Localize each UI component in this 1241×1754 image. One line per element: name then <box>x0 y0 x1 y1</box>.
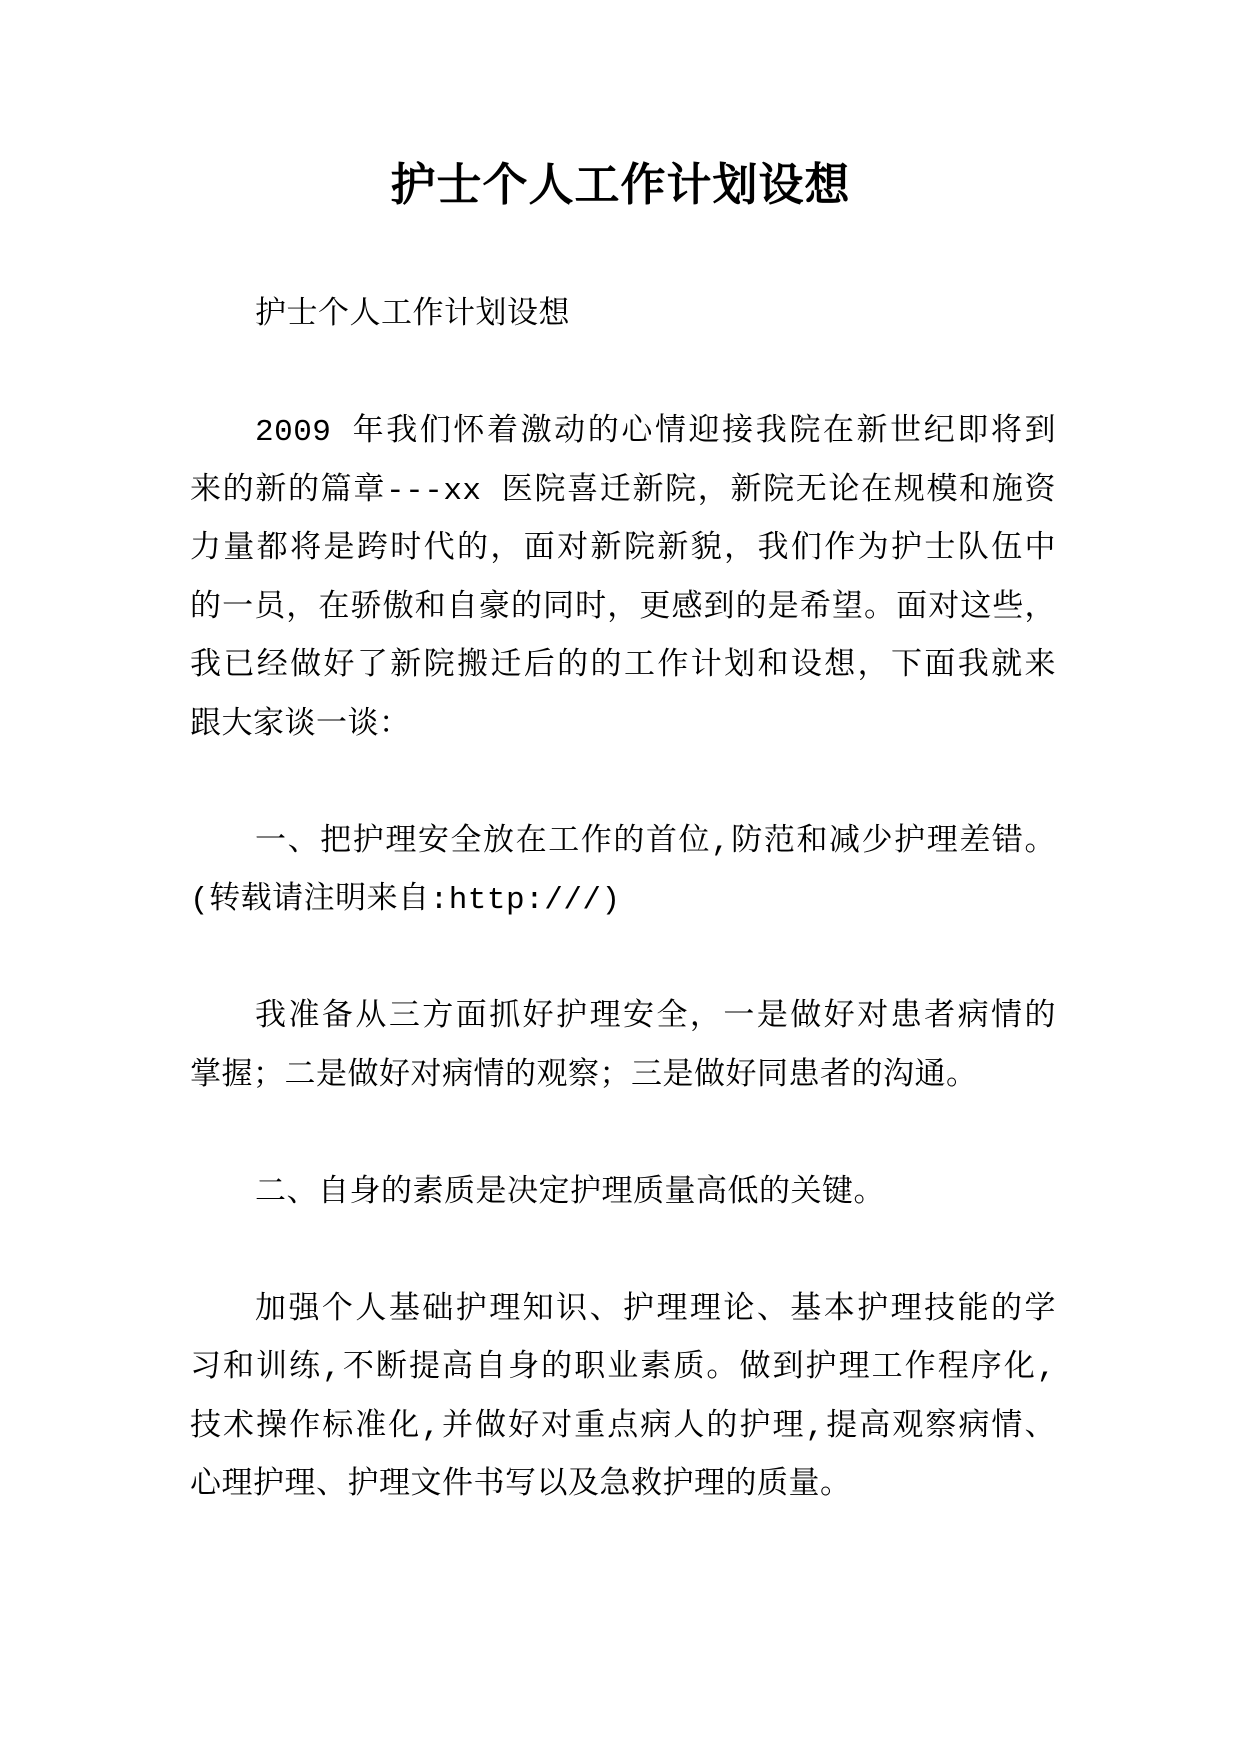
paragraph-line: 技术操作标准化,并做好对重点病人的护理,提高观察病情、 <box>190 1409 1056 1445</box>
paragraph-line: 加强个人基础护理知识、护理理论、基本护理技能的学 <box>255 1292 1056 1328</box>
document-body <box>190 287 1056 1574</box>
paragraph <box>190 1165 1056 1224</box>
paragraph-line: 的一员，在骄傲和自豪的同时，更感到的是希望。面对这些， <box>190 590 1056 626</box>
paragraph-line: 护士个人工作计划设想 <box>255 298 570 333</box>
paragraph-line: 我已经做好了新院搬迁后的的工作计划和设想，下面我就来 <box>190 649 1056 684</box>
paragraph <box>190 404 1056 755</box>
paragraph <box>190 287 1056 346</box>
paragraph <box>190 989 1056 1106</box>
paragraph-line: 二、自身的素质是决定护理质量高低的关键。 <box>255 1175 885 1211</box>
paragraph-line: 心理护理、护理文件书写以及急救护理的质量。 <box>190 1468 852 1503</box>
paragraph-line: 一、把护理安全放在工作的首位,防范和减少护理差错。 <box>255 824 1056 860</box>
paragraph-line: 来的新的篇章---xx 医院喜迁新院，新院无论在规模和施资 <box>190 473 1056 509</box>
paragraph <box>190 1282 1056 1516</box>
paragraph-line: 2009 年我们怀着激动的心情迎接我院在新世纪即将到 <box>255 415 1056 450</box>
paragraph-line: 掌握；二是做好对病情的观察；三是做好同患者的沟通。 <box>190 1058 978 1094</box>
paragraph-line: (转载请注明来自:http:///) <box>190 883 621 918</box>
paragraph-line: 习和训练,不断提高自身的职业素质。做到护理工作程序化, <box>190 1351 1056 1386</box>
paragraph-line: 我准备从三方面抓好护理安全，一是做好对患者病情的 <box>255 1000 1056 1035</box>
document-title: 护士个人工作计划设想 <box>390 158 851 211</box>
paragraph-line: 跟大家谈一谈： <box>190 707 411 743</box>
paragraph-line: 力量都将是跨时代的，面对新院新貌，我们作为护士队伍中 <box>190 532 1056 567</box>
paragraph <box>190 814 1056 931</box>
